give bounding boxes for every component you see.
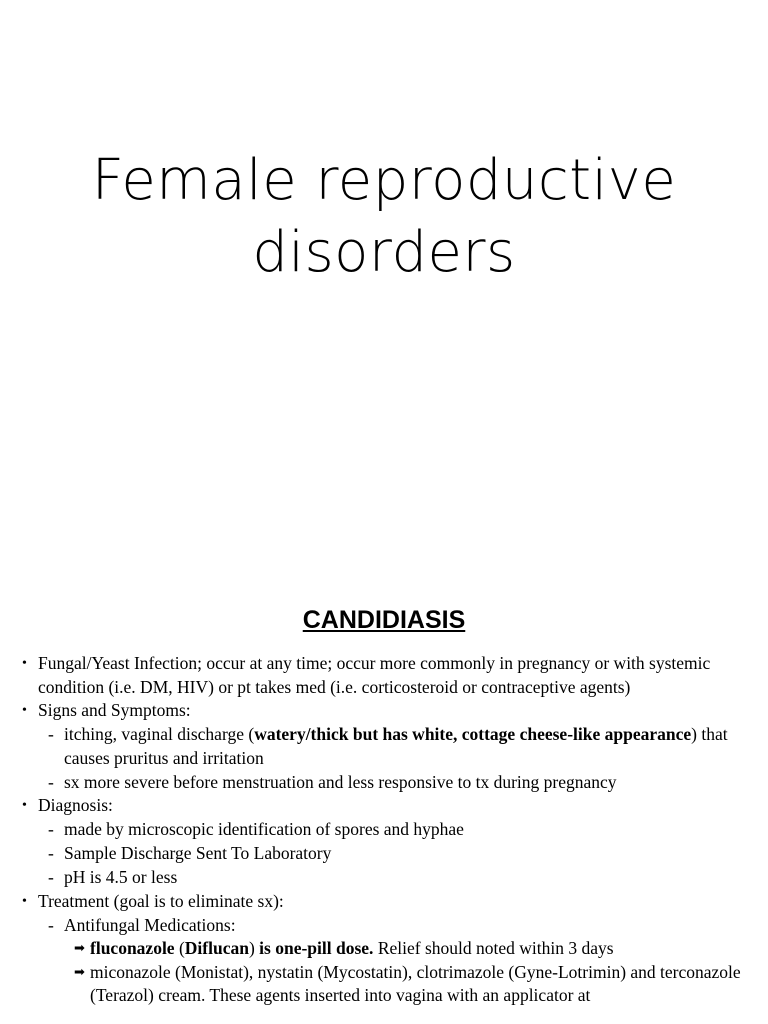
text: miconazole (Monistat), nystatin (Mycostatin), clotrimazole (Gyne-Lotrimin) and terconazole (Terazol) cream. These agents inserted into vagina with an applicator at	[90, 961, 741, 1005]
section-heading: CANDIDIASIS	[302, 606, 466, 634]
text: itching, vaginal discharge (	[64, 724, 255, 744]
bullet-signs: • Signs and Symptoms:	[0, 699, 768, 723]
bold-text: fluconazole	[90, 938, 175, 958]
text: (	[174, 938, 185, 958]
bold-text: watery/thick but has white, cottage cheese-like appearance	[254, 724, 692, 744]
dash-antifungal: - Antifungal Medications:	[0, 914, 768, 938]
notes-body	[0, 652, 768, 1008]
arrow-item-fluconazole	[0, 937, 768, 961]
slide-title	[0, 145, 768, 289]
text: Relief should noted within 3 days	[373, 938, 614, 958]
text: )	[248, 938, 260, 958]
bold-text: Diflucan	[184, 938, 249, 958]
dash-severity: - sx more severe before menstruation and less responsive to tx during pregnancy	[0, 771, 768, 795]
arrow-item-miconazole	[0, 961, 768, 1008]
bullet-infection: • Fungal/Yeast Infection; occur at any time; occur more commonly in pregnancy or with systemic condition (i.e. DM, HIV) or pt takes med (i.e. corticosteroid or contraceptive agents)	[0, 652, 768, 699]
dash-itching	[0, 723, 768, 770]
right-arrow-icon: ➡	[74, 941, 85, 956]
text: ) that causes pruritus and irritation	[64, 724, 728, 768]
bullet-diagnosis: • Diagnosis:	[0, 794, 768, 818]
dash-sample: - Sample Discharge Sent To Laboratory	[0, 842, 768, 866]
right-arrow-icon: ➡	[74, 964, 85, 980]
dash-microscopic: - made by microscopic identification of spores and hyphae	[0, 818, 768, 842]
slide-title-line-2: disorders	[252, 220, 516, 285]
bullet-treatment: • Treatment (goal is to eliminate sx):	[0, 890, 768, 914]
dash-ph: - pH is 4.5 or less	[0, 866, 768, 890]
bold-text: is one-pill dose.	[259, 938, 374, 958]
slide-title-line-1: Female reproductive	[91, 148, 677, 213]
